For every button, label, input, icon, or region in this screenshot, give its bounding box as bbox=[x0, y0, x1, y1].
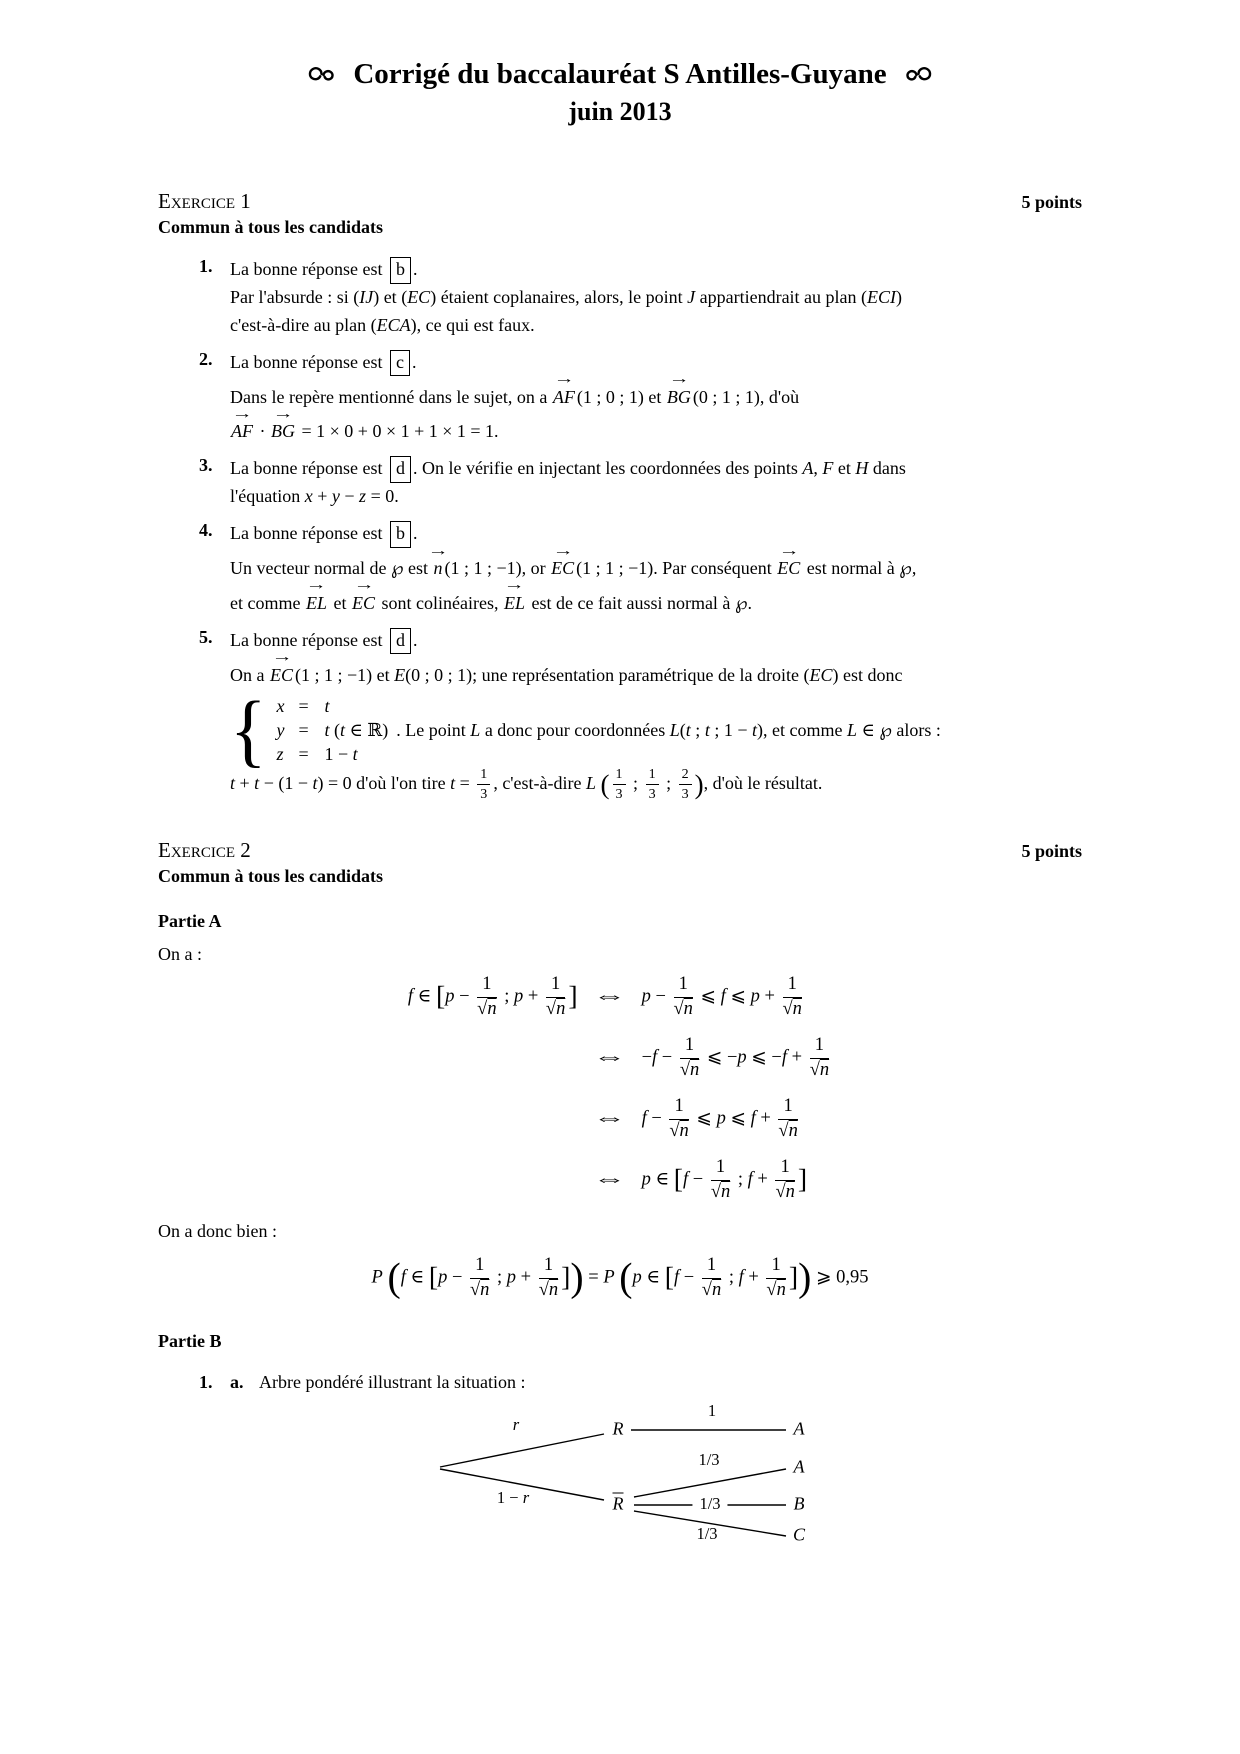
item-number: 5. bbox=[199, 626, 213, 647]
item-line: et comme → EL et → EC sont colinéaires, → EL est de ce fait aussi normal à ℘. bbox=[230, 590, 1082, 618]
system-var: x bbox=[276, 695, 285, 716]
tree-leaf-A1: A bbox=[793, 1418, 805, 1439]
item-number: 4. bbox=[199, 520, 213, 541]
document-title-row bbox=[158, 58, 1082, 91]
system-row-y bbox=[276, 720, 388, 741]
page-subtitle: juin 2013 bbox=[568, 97, 672, 126]
exercise2-subheading: Commun à tous les candidats bbox=[158, 865, 384, 886]
system-side-text: . Le point L a donc pour coordonnées L(t ; t ; 1 − t), et comme L ∈ ℘ alors : bbox=[396, 719, 941, 740]
item-line: La bonne réponse est c . bbox=[230, 349, 1082, 377]
item-line: → AF · → BG = 1 × 0 + 0 × 1 + 1 × 1 = 1. bbox=[230, 418, 1082, 446]
tree-branches bbox=[430, 1405, 830, 1557]
page-title: Corrigé du baccalauréat S Antilles-Guyane bbox=[353, 58, 887, 90]
item-1 bbox=[199, 256, 1082, 340]
tree-leaf-A2: A bbox=[793, 1456, 805, 1477]
item-subnumber: a. bbox=[230, 1371, 244, 1392]
item-line: La bonne réponse est b . bbox=[230, 256, 1082, 284]
exercise2-label: Exercice 2 bbox=[158, 837, 251, 862]
system-value: t bbox=[324, 695, 330, 716]
exercise1-items bbox=[158, 256, 1082, 802]
partA-conclusion-intro: On a donc bien : bbox=[158, 1220, 277, 1241]
item-line: La bonne réponse est b . bbox=[230, 520, 1082, 548]
item-2 bbox=[199, 348, 1082, 447]
system-equals: = bbox=[298, 743, 309, 764]
tree-leaf-B: B bbox=[793, 1493, 805, 1514]
derivation-rhs: p − $\frac{1}{√n}$ ⩽ f ⩽ p + $\frac{1}{√n}$ bbox=[641, 973, 802, 1019]
conclusion-formula: P (f ∈ [p − $\frac{1}{√n}$ ; p + $\frac{1}{√n}$ ]) = P (p ∈ [f − $\frac{1}{√n}$ ; f + $\frac{1}{√n}$ ]) ⩾ 0,95 bbox=[371, 1254, 869, 1300]
iff-arrow: ⇔ bbox=[592, 1169, 627, 1190]
partA-heading: Partie A bbox=[158, 910, 222, 931]
item-line: Un vecteur normal de ℘ est → n (1 ; 1 ; −1), or → EC (1 ; 1 ; −1). Par conséquent → EC est normal à ℘, bbox=[230, 555, 1082, 583]
item-line: On a → EC (1 ; 1 ; −1) et E(0 ; 0 ; 1); une représentation paramétrique de la droite (EC) est donc bbox=[230, 662, 1082, 690]
partB-item-1a bbox=[199, 1371, 1082, 1557]
system-var: y bbox=[276, 719, 285, 740]
iff-arrow: ⇔ bbox=[592, 986, 627, 1007]
exercise1-points: 5 points bbox=[1021, 192, 1082, 212]
item-number: 3. bbox=[199, 455, 213, 476]
item-text: Arbre pondéré illustrant la situation : bbox=[259, 1371, 526, 1392]
exercise1-label: Exercice 1 bbox=[158, 189, 251, 213]
tree-node-R-bar: $\overline{R}$ bbox=[612, 1493, 624, 1514]
item-number: 1. bbox=[199, 1371, 213, 1392]
branch-prob-1: 1 bbox=[707, 1400, 717, 1420]
exercise2-header bbox=[158, 838, 1082, 863]
item-number: 2. bbox=[199, 348, 213, 369]
exercise1-subheading: Commun à tous les candidats bbox=[158, 217, 384, 237]
derivation-rhs: −f − $\frac{1}{√n}$ ⩽ −p ⩽ −f + $\frac{1}{√n}$ bbox=[641, 1034, 830, 1080]
item-5 bbox=[199, 626, 1082, 802]
item-4 bbox=[199, 520, 1082, 618]
iff-arrow: ⇔ bbox=[592, 1108, 627, 1129]
branch-prob-1-3-C: 1/3 bbox=[696, 1523, 718, 1543]
system-row-x bbox=[276, 696, 388, 717]
item-line: t + t − (1 − t) = 0 d'où l'on tire t = $\frac{1}{3}$ , c'est-à-dire L ( $\frac{1}{3}$ ; $\frac{1}{3}$ ; $\frac{2}{3}$ ), d'où le résultat. bbox=[230, 765, 823, 802]
item-3 bbox=[199, 455, 1082, 511]
partA-derivation bbox=[158, 975, 1082, 1203]
branch-prob-1-3-A: 1/3 bbox=[698, 1449, 720, 1469]
item-line: Dans le repère mentionné dans le sujet, on a → AF (1 ; 0 ; 1) et → BG (0 ; 1 ; 1), d'où bbox=[230, 384, 1082, 412]
system-row-z bbox=[276, 744, 388, 765]
derivation-lhs: f ∈ [p − $\frac{1}{√n}$ ; p + $\frac{1}{√n}$ ] bbox=[407, 973, 578, 1019]
iff-arrow: ⇔ bbox=[592, 1047, 627, 1068]
system-equals: = bbox=[298, 719, 309, 740]
item-line: c'est-à-dire au plan (ECA), ce qui est faux. bbox=[230, 314, 535, 335]
system-var: z bbox=[276, 743, 284, 764]
exercise1-header bbox=[158, 189, 1082, 214]
system-brace: { bbox=[230, 684, 267, 776]
partA-intro: On a : bbox=[158, 943, 202, 964]
item-line: Par l'absurde : si (IJ) et (EC) étaient coplanaires, alors, le point J appartiendrait au plan (ECI) bbox=[230, 286, 903, 307]
item-line: l'équation x + y − z = 0. bbox=[230, 486, 399, 507]
partB-heading: Partie B bbox=[158, 1330, 222, 1351]
system-value: t (t ∈ ℝ) bbox=[324, 719, 389, 740]
item-number: 1. bbox=[199, 256, 213, 276]
system-rows bbox=[276, 696, 388, 765]
branch-prob-1-3-B: 1/3 bbox=[692, 1494, 727, 1514]
item-line: La bonne réponse est d . On le vérifie en injectant les coordonnées des points A, F et H dans bbox=[230, 455, 1082, 483]
derivation-rhs: p ∈ [f − $\frac{1}{√n}$ ; f + $\frac{1}{√n}$ ] bbox=[641, 1156, 808, 1202]
item-line: La bonne réponse est d . bbox=[230, 627, 1082, 655]
derivation-rhs: f − $\frac{1}{√n}$ ⩽ p ⩽ f + $\frac{1}{√n}$ bbox=[641, 1095, 798, 1141]
probability-tree bbox=[430, 1400, 830, 1557]
system-value: 1 − t bbox=[324, 743, 358, 764]
tree-leaf-C: C bbox=[792, 1524, 806, 1545]
branch-label-r: r bbox=[512, 1414, 520, 1434]
ornament-left-icon bbox=[307, 58, 339, 91]
system-equals: = bbox=[298, 695, 309, 716]
branch-label-1-minus-r: 1 − r bbox=[496, 1487, 530, 1507]
exercise2-points: 5 points bbox=[1021, 840, 1082, 861]
ornament-right-icon bbox=[901, 58, 933, 91]
parametric-system bbox=[230, 684, 1082, 776]
tree-node-R: R bbox=[612, 1418, 624, 1439]
